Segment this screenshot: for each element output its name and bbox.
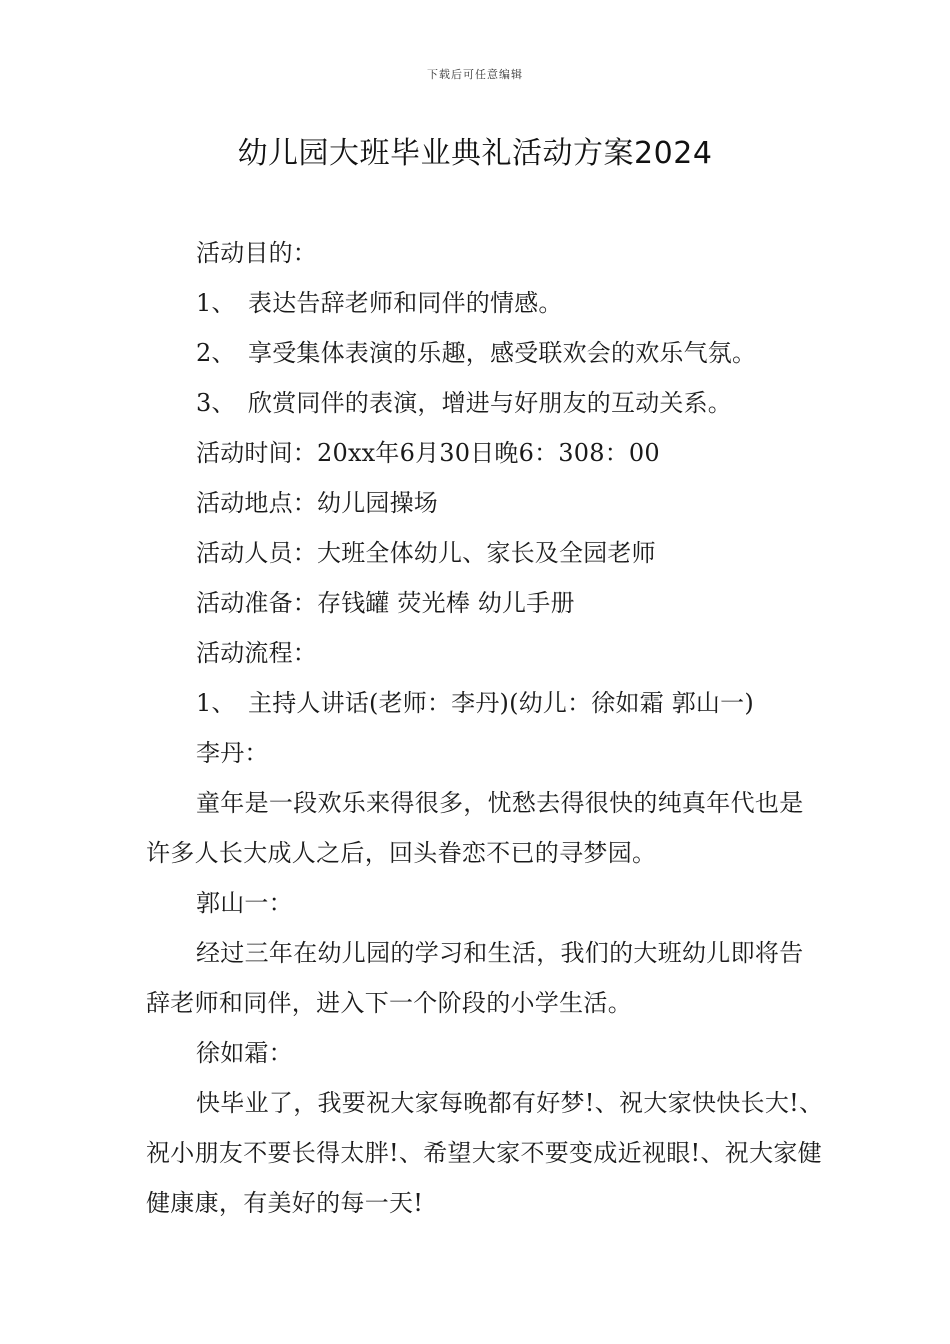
goal-text: 表达告辞老师和同伴的情感。 (248, 289, 563, 317)
goal-number: 2、 (196, 339, 236, 367)
activity-people: 活动人员：大班全体幼儿、家长及全园老师 (196, 539, 656, 567)
document-body (146, 228, 826, 1228)
goal-text: 享受集体表演的乐趣，感受联欢会的欢乐气氛。 (248, 339, 757, 367)
goal-number: 1、 (196, 289, 236, 317)
goal-number: 3、 (196, 389, 236, 417)
activity-place: 活动地点：幼儿园操场 (196, 489, 438, 517)
activity-preparation: 活动准备：存钱罐 荧光棒 幼儿手册 (196, 589, 575, 617)
flow-number: 1、 (196, 689, 236, 717)
flow-heading: 活动流程： (196, 639, 317, 667)
speech-paragraph: 快毕业了，我要祝大家每晚都有好梦!、祝大家快快长大!、祝小朋友不要长得太胖!、希望大家不要变成近视眼!、祝大家健健康康，有美好的每一天! (146, 1089, 824, 1217)
header-note: 下载后可任意编辑 (427, 68, 523, 81)
speaker-name: 李丹： (196, 739, 269, 767)
goal-item (146, 278, 826, 328)
goal-heading: 活动目的： (196, 239, 317, 267)
goal-text: 欣赏同伴的表演，增进与好朋友的互动关系。 (248, 389, 732, 417)
speech-paragraph: 童年是一段欢乐来得很多，忧愁去得很快的纯真年代也是许多人长大成人之后，回头眷恋不已的寻梦园。 (146, 789, 804, 867)
document-title: 幼儿园大班毕业典礼活动方案2024 (237, 136, 713, 171)
activity-time: 活动时间：20xx年6月30日晚6：308：00 (196, 439, 660, 467)
flow-item (146, 678, 826, 728)
flow-text: 主持人讲话(老师：李丹)(幼儿：徐如霜 郭山一) (248, 689, 754, 717)
goal-item (146, 378, 826, 428)
speech-paragraph: 经过三年在幼儿园的学习和生活，我们的大班幼儿即将告辞老师和同伴，进入下一个阶段的小学生活。 (146, 939, 804, 1017)
speaker-name: 徐如霜： (196, 1039, 293, 1067)
speaker-name: 郭山一： (196, 889, 293, 917)
goal-item (146, 328, 826, 378)
